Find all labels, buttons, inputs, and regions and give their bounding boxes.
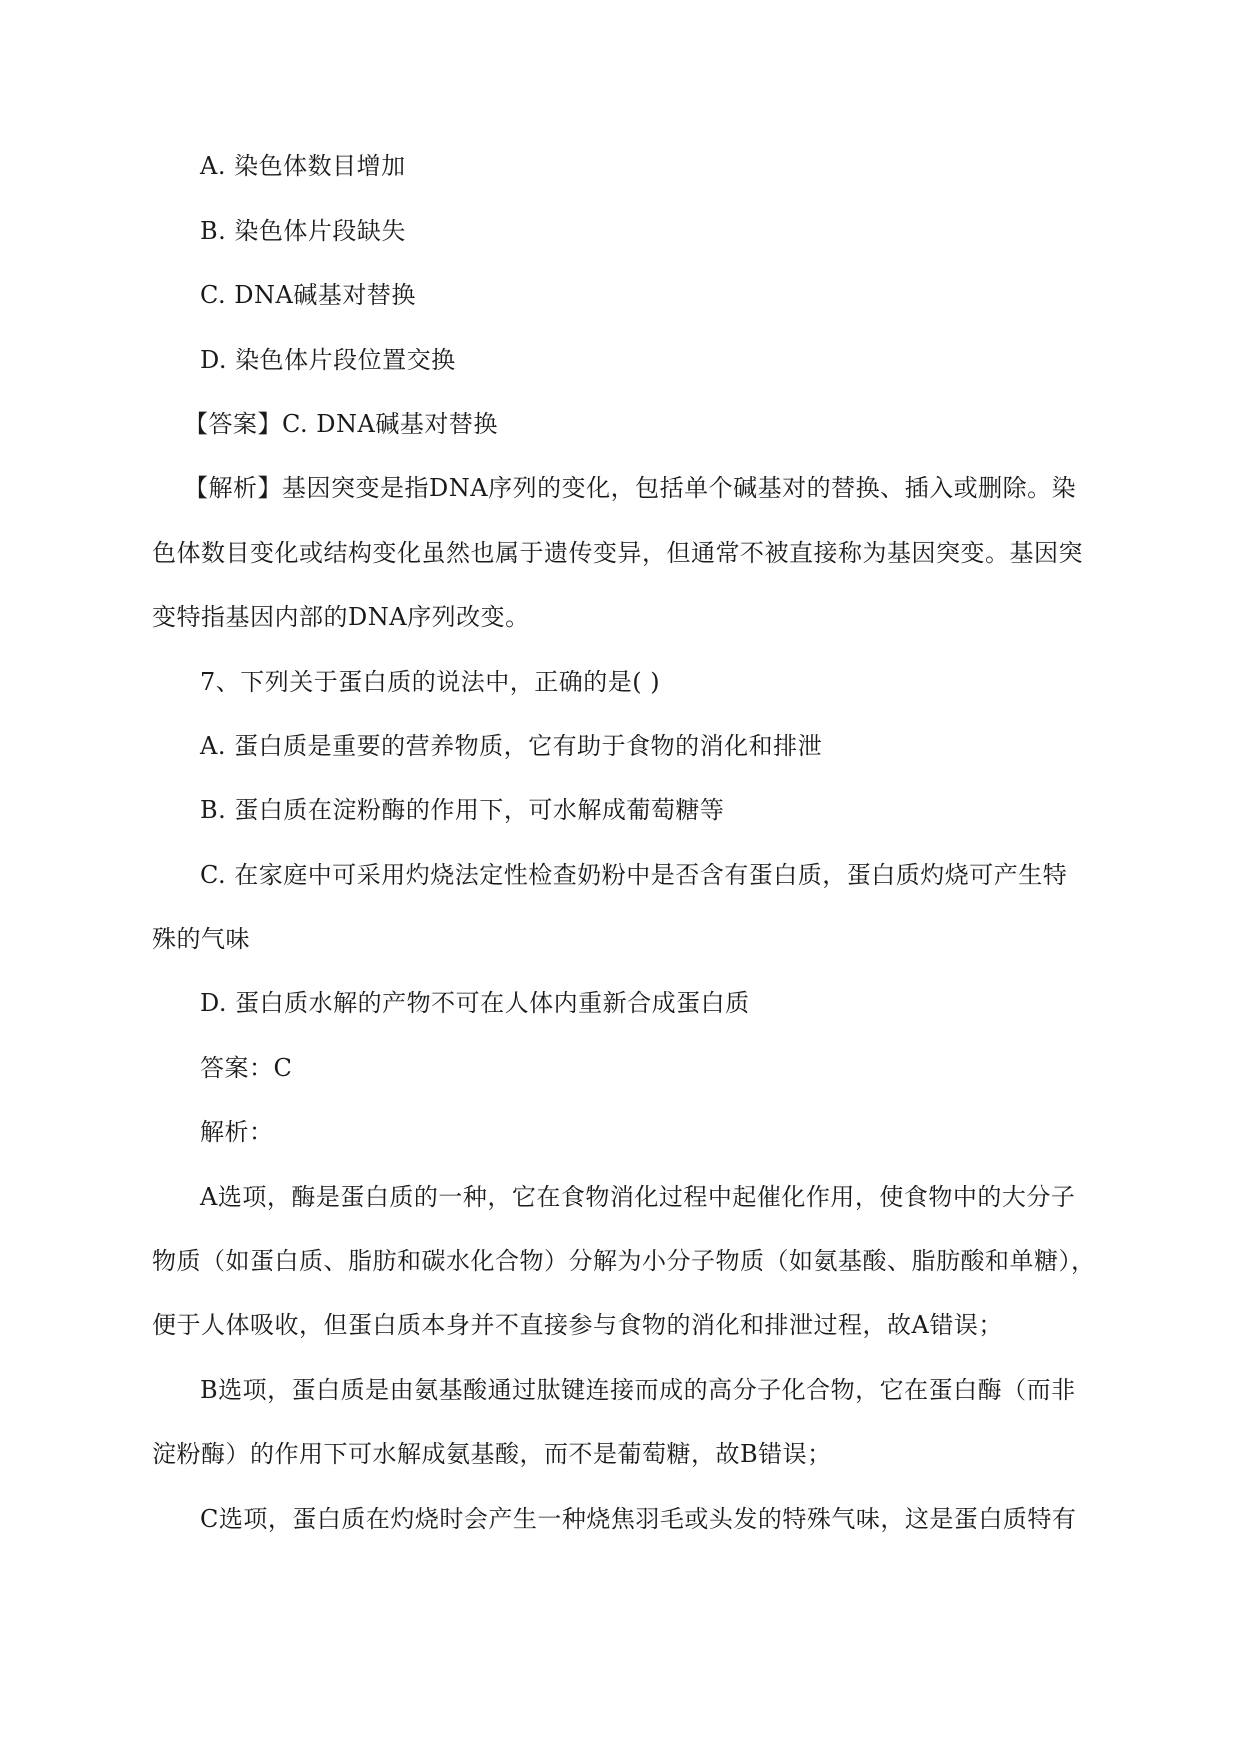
q7-analysis-a-line-3: 便于人体吸收，但蛋白质本身并不直接参与食物的消化和排泄过程，故A错误；: [152, 1311, 1003, 1339]
q7-option-a: A. 蛋白质是重要的营养物质，它有助于食物的消化和排泄: [200, 732, 823, 760]
q7-option-d: D. 蛋白质水解的产物不可在人体内重新合成蛋白质: [200, 989, 750, 1017]
q7-analysis-b-line-2: 淀粉酶）的作用下可水解成氨基酸，而不是葡萄糖，故B错误；: [152, 1440, 832, 1468]
q6-option-d: D. 染色体片段位置交换: [200, 346, 456, 374]
q7-question: 7、下列关于蛋白质的说法中，正确的是( ): [200, 668, 661, 696]
q6-option-b: B. 染色体片段缺失: [200, 217, 406, 245]
q7-analysis-c-line-1: C选项，蛋白质在灼烧时会产生一种烧焦羽毛或头发的特殊气味，这是蛋白质特有: [200, 1505, 1077, 1533]
q6-analysis-line-3: 变特指基因内部的DNA序列改变。: [152, 603, 530, 631]
q6-answer: 【答案】C. DNA碱基对替换: [184, 410, 498, 438]
q7-analysis-b-line-1: B选项，蛋白质是由氨基酸通过肽键连接而成的高分子化合物，它在蛋白酶（而非: [200, 1376, 1076, 1404]
q7-answer: 答案：C: [200, 1054, 293, 1082]
q7-analysis-label: 解析：: [200, 1118, 274, 1146]
q6-option-c: C. DNA碱基对替换: [200, 281, 416, 309]
q7-option-b: B. 蛋白质在淀粉酶的作用下，可水解成葡萄糖等: [200, 796, 725, 824]
q7-option-c-line-2: 殊的气味: [152, 925, 250, 953]
q7-option-c-line-1: C. 在家庭中可采用灼烧法定性检查奶粉中是否含有蛋白质，蛋白质灼烧可产生特: [200, 861, 1068, 889]
q6-analysis-line-2: 色体数目变化或结构变化虽然也属于遗传变异，但通常不被直接称为基因突变。基因突: [152, 539, 1083, 567]
q7-analysis-a-line-2: 物质（如蛋白质、脂肪和碳水化合物）分解为小分子物质（如氨基酸、脂肪酸和单糖），: [152, 1247, 1096, 1275]
q7-analysis-a-line-1: A选项，酶是蛋白质的一种，它在食物消化过程中起催化作用，使食物中的大分子: [200, 1183, 1076, 1211]
q6-option-a: A. 染色体数目增加: [200, 152, 406, 180]
q6-analysis-line-1: 【解析】基因突变是指DNA序列的变化，包括单个碱基对的替换、插入或删除。染: [184, 474, 1077, 502]
